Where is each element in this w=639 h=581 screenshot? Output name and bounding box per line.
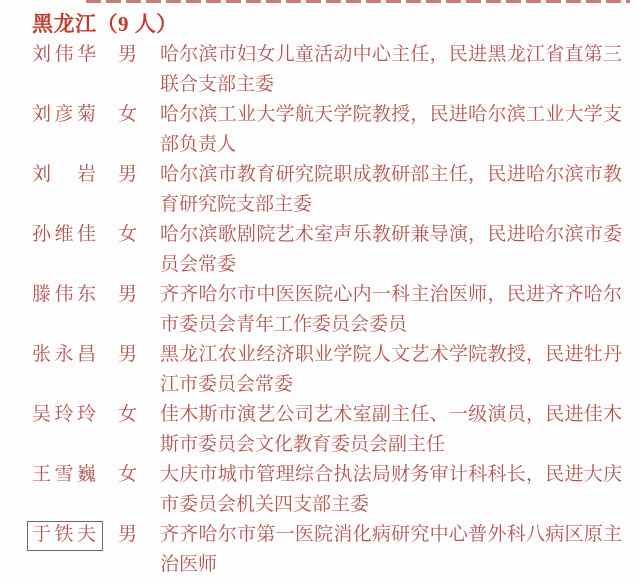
person-description: 黑龙江农业经济职业学院人文艺术学院教授，民进牡丹江市委员会常委	[160, 344, 623, 395]
cropped-text-remnant	[86, 0, 630, 3]
person-gender: 女	[118, 404, 138, 425]
person-row	[0, 220, 639, 280]
person-description: 齐齐哈尔市中医医院心内一科主治医师，民进齐齐哈尔市委员会青年工作委员会委员	[160, 284, 623, 335]
person-name: 张永昌	[32, 344, 96, 365]
person-description: 哈尔滨市妇女儿童活动中心主任，民进黑龙江省直第三联合支部主委	[160, 44, 623, 95]
people-roster	[0, 40, 639, 580]
person-name: 刘岩	[32, 164, 96, 185]
person-name: 刘彦菊	[32, 104, 96, 125]
person-name: 刘伟华	[32, 44, 96, 65]
person-description: 佳木斯市演艺公司艺术室副主任、一级演员，民进佳木斯市委员会文化教育委员会副主任	[160, 404, 623, 455]
person-gender: 女	[118, 224, 138, 245]
person-row	[0, 160, 639, 220]
person-description: 大庆市城市管理综合执法局财务审计科科长，民进大庆市委员会机关四支部主委	[160, 464, 623, 515]
person-row	[0, 340, 639, 400]
person-row	[0, 100, 639, 160]
person-row	[0, 280, 639, 340]
person-name: 王雪巍	[32, 464, 96, 485]
person-row	[0, 40, 639, 100]
person-gender: 男	[118, 524, 138, 545]
person-description: 哈尔滨市教育研究院职成教研部主任，民进哈尔滨市教育研究院支部主委	[160, 164, 623, 215]
person-gender: 男	[118, 44, 138, 65]
person-description: 哈尔滨工业大学航天学院教授，民进哈尔滨工业大学支部负责人	[160, 104, 623, 155]
person-row	[0, 460, 639, 520]
person-row	[0, 400, 639, 460]
person-name: 吴玲玲	[32, 404, 96, 425]
person-description: 齐齐哈尔市第一医院消化病研究中心普外科八病区原主治医师	[160, 524, 623, 575]
person-name: 滕伟东	[32, 284, 96, 305]
person-name-highlight-box: 于铁夫	[32, 520, 96, 550]
section-title: 黑龙江（9 人）	[32, 12, 178, 36]
person-gender: 女	[118, 104, 138, 125]
person-gender: 女	[118, 464, 138, 485]
person-gender: 男	[118, 344, 138, 365]
person-row	[0, 520, 639, 580]
person-gender: 男	[118, 284, 138, 305]
person-gender: 男	[118, 164, 138, 185]
person-description: 哈尔滨歌剧院艺术室声乐教研兼导演，民进哈尔滨市委员会常委	[160, 224, 623, 275]
person-name: 孙维佳	[32, 224, 96, 245]
